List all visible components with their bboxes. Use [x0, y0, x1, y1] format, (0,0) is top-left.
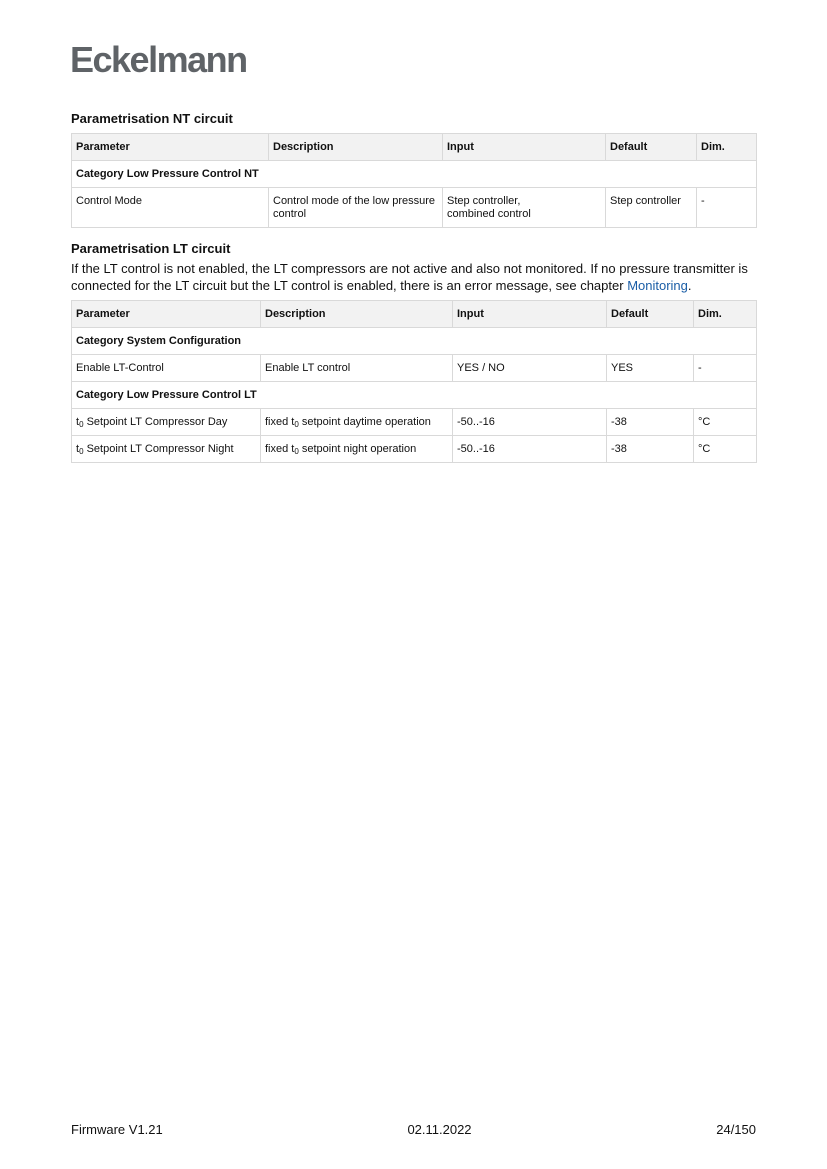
- header-description: Description: [269, 134, 443, 161]
- param-suffix: Setpoint LT Compressor Night: [83, 443, 234, 455]
- cell-default: Step controller: [606, 188, 697, 228]
- cell-input: [443, 188, 606, 228]
- intro-text: If the LT control is not enabled, the LT compressors are not active and also not monitored. If no pressure transmitter is connected for the LT circuit but the LT control is enabled, there is an error message, see chapter: [71, 261, 748, 293]
- header-parameter: Parameter: [72, 301, 261, 328]
- input-line-1: Step controller,: [447, 195, 521, 207]
- category-label: Category Low Pressure Control NT: [72, 161, 757, 188]
- param-prefix: t: [76, 416, 80, 428]
- cell-parameter: [72, 436, 261, 463]
- header-parameter: Parameter: [72, 134, 269, 161]
- nt-parameter-table: [71, 133, 757, 228]
- nt-header-row: [72, 134, 757, 161]
- param-subscript: 0: [79, 447, 84, 456]
- eckelmann-logo: Eckelmann: [70, 39, 247, 80]
- lt-heading: Parametrisation LT circuit: [71, 241, 231, 256]
- main-content: [71, 110, 756, 463]
- cell-default: YES: [607, 355, 694, 382]
- desc-prefix: fixed t: [265, 443, 295, 455]
- header-description: Description: [261, 301, 453, 328]
- param-suffix: Setpoint LT Compressor Day: [83, 416, 228, 428]
- table-row: [72, 436, 757, 463]
- nt-category-row: [72, 161, 757, 188]
- desc-subscript: 0: [294, 447, 299, 456]
- cell-description: Enable LT control: [261, 355, 453, 382]
- header-input: Input: [443, 134, 606, 161]
- lt-parameter-table: [71, 300, 757, 463]
- cell-parameter: [72, 409, 261, 436]
- cell-parameter: Enable LT-Control: [72, 355, 261, 382]
- desc-prefix: fixed t: [265, 416, 295, 428]
- table-row: [72, 188, 757, 228]
- desc-suffix: setpoint daytime operation: [298, 416, 431, 428]
- nt-heading: Parametrisation NT circuit: [71, 111, 233, 126]
- header-default: Default: [607, 301, 694, 328]
- cell-dim: °C: [694, 409, 757, 436]
- category-label: Category Low Pressure Control LT: [72, 382, 757, 409]
- header-default: Default: [606, 134, 697, 161]
- lt-intro-paragraph: [71, 261, 756, 294]
- cell-default: -38: [607, 409, 694, 436]
- desc-subscript: 0: [294, 420, 299, 429]
- lt-category-row: [72, 382, 757, 409]
- cell-input: -50..-16: [453, 436, 607, 463]
- cell-description: Control mode of the low pressure control: [269, 188, 443, 228]
- firmware-version: Firmware V1.21: [71, 1122, 163, 1137]
- desc-suffix: setpoint night operation: [298, 443, 417, 455]
- cell-dim: -: [694, 355, 757, 382]
- category-label: Category System Configuration: [72, 328, 757, 355]
- cell-parameter: Control Mode: [72, 188, 269, 228]
- lt-header-row: [72, 301, 757, 328]
- param-subscript: 0: [79, 420, 84, 429]
- page-footer: [71, 1122, 756, 1137]
- intro-end: .: [687, 277, 692, 293]
- cell-input: YES / NO: [453, 355, 607, 382]
- lt-category-row: [72, 328, 757, 355]
- footer-date: 02.11.2022: [407, 1122, 472, 1137]
- header-dim: Dim.: [694, 301, 757, 328]
- header-dim: Dim.: [697, 134, 757, 161]
- header-input: Input: [453, 301, 607, 328]
- table-row: [72, 409, 757, 436]
- cell-default: -38: [607, 436, 694, 463]
- page-number: 24/150: [716, 1122, 756, 1137]
- cell-input: -50..-16: [453, 409, 607, 436]
- cell-dim: °C: [694, 436, 757, 463]
- table-row: [72, 355, 757, 382]
- cell-description: [261, 409, 453, 436]
- monitoring-link[interactable]: Monitoring: [627, 277, 688, 293]
- cell-description: [261, 436, 453, 463]
- input-line-2: combined control: [447, 208, 531, 220]
- cell-dim: -: [697, 188, 757, 228]
- param-prefix: t: [76, 443, 80, 455]
